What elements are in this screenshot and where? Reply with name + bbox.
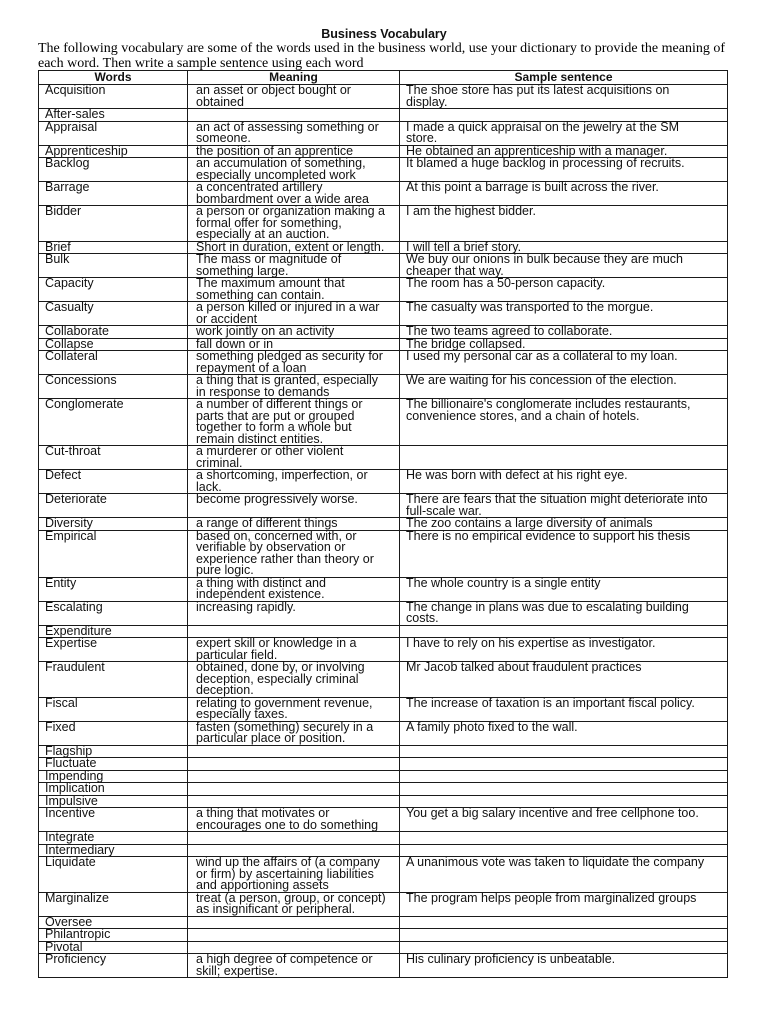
sample-sentence-cell: The program helps people from marginalized groups bbox=[400, 892, 728, 916]
word-cell: Pivotal bbox=[39, 941, 188, 954]
word-cell: Apprenticeship bbox=[39, 145, 188, 158]
word-cell: Expenditure bbox=[39, 625, 188, 638]
meaning-cell bbox=[188, 941, 400, 954]
table-row bbox=[39, 916, 728, 929]
table-row bbox=[39, 338, 728, 351]
sample-sentence-cell: I will tell a brief story. bbox=[400, 241, 728, 254]
table-row bbox=[39, 625, 728, 638]
table-row bbox=[39, 745, 728, 758]
word-cell: Cut-throat bbox=[39, 446, 188, 470]
meaning-cell: a person or organization making a formal offer for something, especially at an auction. bbox=[188, 206, 400, 242]
table-row bbox=[39, 662, 728, 698]
meaning-cell: an act of assessing something or someone. bbox=[188, 121, 400, 145]
sample-sentence-cell: His culinary proficiency is unbeatable. bbox=[400, 954, 728, 978]
table-row bbox=[39, 254, 728, 278]
meaning-cell: fall down or in bbox=[188, 338, 400, 351]
meaning-cell: obtained, done by, or involving deception, especially criminal deception. bbox=[188, 662, 400, 698]
meaning-cell: wind up the affairs of (a company or firm) by ascertaining liabilities and apportioning assets bbox=[188, 857, 400, 893]
word-cell: Integrate bbox=[39, 832, 188, 845]
meaning-cell bbox=[188, 745, 400, 758]
meaning-cell bbox=[188, 783, 400, 796]
word-cell: Impulsive bbox=[39, 795, 188, 808]
sample-sentence-cell bbox=[400, 758, 728, 771]
table-row bbox=[39, 721, 728, 745]
meaning-cell: become progressively worse. bbox=[188, 494, 400, 518]
table-row bbox=[39, 601, 728, 625]
word-cell: Bulk bbox=[39, 254, 188, 278]
table-row bbox=[39, 892, 728, 916]
word-cell: Backlog bbox=[39, 158, 188, 182]
meaning-cell: an asset or object bought or obtained bbox=[188, 85, 400, 109]
word-cell: Fraudulent bbox=[39, 662, 188, 698]
meaning-cell: treat (a person, group, or concept) as insignificant or peripheral. bbox=[188, 892, 400, 916]
word-cell: Impending bbox=[39, 770, 188, 783]
table-row bbox=[39, 638, 728, 662]
table-row bbox=[39, 182, 728, 206]
sample-sentence-cell bbox=[400, 770, 728, 783]
meaning-cell bbox=[188, 758, 400, 771]
table-row bbox=[39, 857, 728, 893]
header-words: Words bbox=[39, 71, 188, 85]
meaning-cell: a high degree of competence or skill; expertise. bbox=[188, 954, 400, 978]
sample-sentence-cell: A unanimous vote was taken to liquidate the company bbox=[400, 857, 728, 893]
word-cell: After-sales bbox=[39, 109, 188, 122]
sample-sentence-cell: We buy our onions in bulk because they are much cheaper that way. bbox=[400, 254, 728, 278]
meaning-cell: a shortcoming, imperfection, or lack. bbox=[188, 470, 400, 494]
meaning-cell: a thing that is granted, especially in response to demands bbox=[188, 375, 400, 399]
sample-sentence-cell: He obtained an apprenticeship with a manager. bbox=[400, 145, 728, 158]
meaning-cell: expert skill or knowledge in a particular field. bbox=[188, 638, 400, 662]
sample-sentence-cell: There is no empirical evidence to support his thesis bbox=[400, 530, 728, 577]
meaning-cell: fasten (something) securely in a particular place or position. bbox=[188, 721, 400, 745]
meaning-cell bbox=[188, 844, 400, 857]
sample-sentence-cell: You get a big salary incentive and free cellphone too. bbox=[400, 808, 728, 832]
word-cell: Casualty bbox=[39, 302, 188, 326]
table-row bbox=[39, 206, 728, 242]
meaning-cell: Short in duration, extent or length. bbox=[188, 241, 400, 254]
meaning-cell: the position of an apprentice bbox=[188, 145, 400, 158]
meaning-cell: a thing that motivates or encourages one to do something bbox=[188, 808, 400, 832]
sample-sentence-cell: The increase of taxation is an important fiscal policy. bbox=[400, 697, 728, 721]
word-cell: Expertise bbox=[39, 638, 188, 662]
table-row bbox=[39, 278, 728, 302]
sample-sentence-cell bbox=[400, 929, 728, 942]
table-header bbox=[39, 71, 728, 85]
sample-sentence-cell: A family photo fixed to the wall. bbox=[400, 721, 728, 745]
table-row bbox=[39, 302, 728, 326]
table-row bbox=[39, 399, 728, 446]
table-row bbox=[39, 518, 728, 531]
meaning-cell bbox=[188, 625, 400, 638]
meaning-cell: The maximum amount that something can contain. bbox=[188, 278, 400, 302]
sample-sentence-cell bbox=[400, 783, 728, 796]
sample-sentence-cell: The billionaire's conglomerate includes restaurants, convenience stores, and a chain of hotels. bbox=[400, 399, 728, 446]
word-cell: Brief bbox=[39, 241, 188, 254]
sample-sentence-cell: I used my personal car as a collateral to my loan. bbox=[400, 351, 728, 375]
sample-sentence-cell: The bridge collapsed. bbox=[400, 338, 728, 351]
word-cell: Philantropic bbox=[39, 929, 188, 942]
meaning-cell: increasing rapidly. bbox=[188, 601, 400, 625]
table-row bbox=[39, 783, 728, 796]
word-cell: Appraisal bbox=[39, 121, 188, 145]
table-row bbox=[39, 697, 728, 721]
meaning-cell: a person killed or injured in a war or accident bbox=[188, 302, 400, 326]
sample-sentence-cell: He was born with defect at his right eye. bbox=[400, 470, 728, 494]
meaning-cell: an accumulation of something, especially uncompleted work bbox=[188, 158, 400, 182]
meaning-cell bbox=[188, 916, 400, 929]
word-cell: Marginalize bbox=[39, 892, 188, 916]
sample-sentence-cell bbox=[400, 745, 728, 758]
vocab-table-body bbox=[39, 85, 728, 978]
header-sample-sentence: Sample sentence bbox=[400, 71, 728, 85]
sample-sentence-cell bbox=[400, 446, 728, 470]
table-row bbox=[39, 844, 728, 857]
word-cell: Capacity bbox=[39, 278, 188, 302]
table-row bbox=[39, 795, 728, 808]
word-cell: Barrage bbox=[39, 182, 188, 206]
meaning-cell bbox=[188, 929, 400, 942]
word-cell: Collateral bbox=[39, 351, 188, 375]
sample-sentence-cell: The shoe store has put its latest acquisitions on display. bbox=[400, 85, 728, 109]
sample-sentence-cell bbox=[400, 795, 728, 808]
sample-sentence-cell: The zoo contains a large diversity of animals bbox=[400, 518, 728, 531]
vocabulary-table bbox=[38, 70, 728, 978]
table-row bbox=[39, 494, 728, 518]
meaning-cell: a concentrated artillery bombardment over a wide area bbox=[188, 182, 400, 206]
table-row bbox=[39, 158, 728, 182]
sample-sentence-cell: The change in plans was due to escalating building costs. bbox=[400, 601, 728, 625]
word-cell: Flagship bbox=[39, 745, 188, 758]
word-cell: Incentive bbox=[39, 808, 188, 832]
table-row bbox=[39, 758, 728, 771]
meaning-cell: relating to government revenue, especially taxes. bbox=[188, 697, 400, 721]
table-row bbox=[39, 121, 728, 145]
word-cell: Collapse bbox=[39, 338, 188, 351]
table-row bbox=[39, 241, 728, 254]
table-row bbox=[39, 577, 728, 601]
word-cell: Defect bbox=[39, 470, 188, 494]
word-cell: Collaborate bbox=[39, 326, 188, 339]
table-row bbox=[39, 145, 728, 158]
table-row bbox=[39, 929, 728, 942]
word-cell: Diversity bbox=[39, 518, 188, 531]
sample-sentence-cell: I am the highest bidder. bbox=[400, 206, 728, 242]
table-row bbox=[39, 832, 728, 845]
sample-sentence-cell bbox=[400, 844, 728, 857]
word-cell: Intermediary bbox=[39, 844, 188, 857]
sample-sentence-cell: The whole country is a single entity bbox=[400, 577, 728, 601]
table-row bbox=[39, 85, 728, 109]
table-row bbox=[39, 375, 728, 399]
table-row bbox=[39, 351, 728, 375]
sample-sentence-cell bbox=[400, 941, 728, 954]
meaning-cell: based on, concerned with, or verifiable by observation or experience rather than theory or pure logic. bbox=[188, 530, 400, 577]
table-row bbox=[39, 808, 728, 832]
meaning-cell: a range of different things bbox=[188, 518, 400, 531]
word-cell: Entity bbox=[39, 577, 188, 601]
meaning-cell: a thing with distinct and independent existence. bbox=[188, 577, 400, 601]
header-meaning: Meaning bbox=[188, 71, 400, 85]
word-cell: Implication bbox=[39, 783, 188, 796]
table-row bbox=[39, 770, 728, 783]
word-cell: Conglomerate bbox=[39, 399, 188, 446]
word-cell: Concessions bbox=[39, 375, 188, 399]
sample-sentence-cell bbox=[400, 109, 728, 122]
table-row bbox=[39, 941, 728, 954]
meaning-cell bbox=[188, 795, 400, 808]
sample-sentence-cell: I made a quick appraisal on the jewelry at the SM store. bbox=[400, 121, 728, 145]
sample-sentence-cell: The two teams agreed to collaborate. bbox=[400, 326, 728, 339]
word-cell: Empirical bbox=[39, 530, 188, 577]
table-row bbox=[39, 446, 728, 470]
meaning-cell: something pledged as security for repayment of a loan bbox=[188, 351, 400, 375]
meaning-cell bbox=[188, 832, 400, 845]
table-row bbox=[39, 470, 728, 494]
instructions-text: The following vocabulary are some of the words used in the business world, use your dictionary to provide the meaning of each word. Then write a sample sentence using each word bbox=[38, 41, 726, 71]
meaning-cell: a murderer or other violent criminal. bbox=[188, 446, 400, 470]
sample-sentence-cell: At this point a barrage is built across the river. bbox=[400, 182, 728, 206]
table-row bbox=[39, 954, 728, 978]
meaning-cell: work jointly on an activity bbox=[188, 326, 400, 339]
meaning-cell: The mass or magnitude of something large. bbox=[188, 254, 400, 278]
table-row bbox=[39, 530, 728, 577]
word-cell: Bidder bbox=[39, 206, 188, 242]
word-cell: Acquisition bbox=[39, 85, 188, 109]
word-cell: Liquidate bbox=[39, 857, 188, 893]
word-cell: Fixed bbox=[39, 721, 188, 745]
word-cell: Oversee bbox=[39, 916, 188, 929]
meaning-cell bbox=[188, 770, 400, 783]
meaning-cell: a number of different things or parts that are put or grouped together to form a whole but remain distinct entities. bbox=[188, 399, 400, 446]
word-cell: Fiscal bbox=[39, 697, 188, 721]
word-cell: Escalating bbox=[39, 601, 188, 625]
sample-sentence-cell: I have to rely on his expertise as investigator. bbox=[400, 638, 728, 662]
sample-sentence-cell bbox=[400, 916, 728, 929]
page-title: Business Vocabulary bbox=[321, 27, 447, 41]
table-row bbox=[39, 109, 728, 122]
word-cell: Proficiency bbox=[39, 954, 188, 978]
table-row bbox=[39, 326, 728, 339]
sample-sentence-cell: The room has a 50-person capacity. bbox=[400, 278, 728, 302]
sample-sentence-cell: The casualty was transported to the morgue. bbox=[400, 302, 728, 326]
sample-sentence-cell bbox=[400, 625, 728, 638]
sample-sentence-cell: Mr Jacob talked about fraudulent practices bbox=[400, 662, 728, 698]
word-cell: Fluctuate bbox=[39, 758, 188, 771]
sample-sentence-cell bbox=[400, 832, 728, 845]
table-header-row bbox=[39, 71, 728, 85]
sample-sentence-cell: There are fears that the situation might deteriorate into full-scale war. bbox=[400, 494, 728, 518]
sample-sentence-cell: We are waiting for his concession of the election. bbox=[400, 375, 728, 399]
sample-sentence-cell: It blamed a huge backlog in processing of recruits. bbox=[400, 158, 728, 182]
meaning-cell bbox=[188, 109, 400, 122]
word-cell: Deteriorate bbox=[39, 494, 188, 518]
